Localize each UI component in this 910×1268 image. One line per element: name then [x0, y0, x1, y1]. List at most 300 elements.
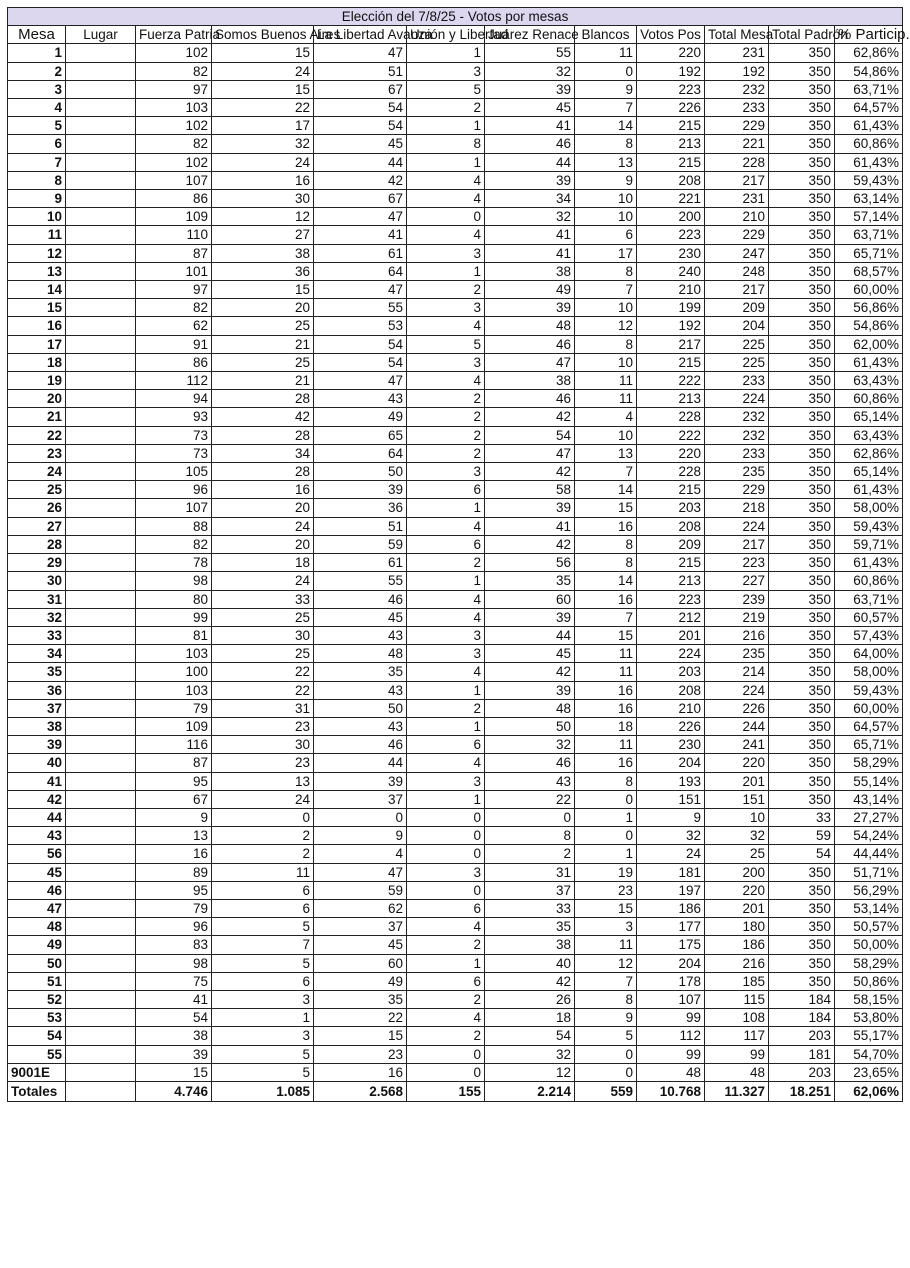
- cell-participacion[interactable]: 59,43%: [835, 681, 903, 699]
- cell-union-y-libertad[interactable]: 2: [407, 990, 485, 1008]
- header-blancos[interactable]: Blancos: [575, 26, 637, 44]
- cell-participacion[interactable]: 65,14%: [835, 408, 903, 426]
- cell-participacion[interactable]: 65,14%: [835, 463, 903, 481]
- cell-la-libertad-avanza[interactable]: 51: [314, 62, 407, 80]
- cell-blancos[interactable]: 6: [575, 226, 637, 244]
- cell-total-mesa[interactable]: 232: [705, 408, 769, 426]
- cell-total-mesa[interactable]: 221: [705, 135, 769, 153]
- cell-union-y-libertad[interactable]: 3: [407, 645, 485, 663]
- cell-union-y-libertad[interactable]: 4: [407, 663, 485, 681]
- cell-union-y-libertad[interactable]: 3: [407, 626, 485, 644]
- cell-fuerza-patria[interactable]: 87: [136, 754, 212, 772]
- cell-somos-buenos-aires[interactable]: 24: [212, 153, 314, 171]
- cell-juarez-renace[interactable]: 35: [485, 572, 575, 590]
- cell-lugar[interactable]: [66, 954, 136, 972]
- cell-mesa[interactable]: 42: [8, 790, 66, 808]
- cell-total-mesa[interactable]: 217: [705, 281, 769, 299]
- cell-union-y-libertad[interactable]: 3: [407, 299, 485, 317]
- cell-total-padron[interactable]: 350: [769, 426, 835, 444]
- cell-juarez-renace[interactable]: 39: [485, 608, 575, 626]
- cell-blancos[interactable]: 7: [575, 99, 637, 117]
- cell-union-y-libertad[interactable]: 1: [407, 153, 485, 171]
- cell-mesa[interactable]: 36: [8, 681, 66, 699]
- cell-fuerza-patria[interactable]: 82: [136, 299, 212, 317]
- cell-fuerza-patria[interactable]: 82: [136, 62, 212, 80]
- cell-total-padron[interactable]: 350: [769, 62, 835, 80]
- cell-votos-pos[interactable]: 213: [637, 572, 705, 590]
- cell-lugar[interactable]: [66, 190, 136, 208]
- cell-lugar[interactable]: [66, 99, 136, 117]
- cell-total-mesa[interactable]: 217: [705, 535, 769, 553]
- cell-participacion[interactable]: 58,00%: [835, 499, 903, 517]
- cell-total-mesa[interactable]: 192: [705, 62, 769, 80]
- cell-union-y-libertad[interactable]: 0: [407, 827, 485, 845]
- cell-mesa[interactable]: 33: [8, 626, 66, 644]
- cell-somos-buenos-aires[interactable]: 25: [212, 608, 314, 626]
- cell-la-libertad-avanza[interactable]: 15: [314, 1027, 407, 1045]
- cell-fuerza-patria[interactable]: 102: [136, 44, 212, 62]
- cell-total-padron[interactable]: 350: [769, 171, 835, 189]
- cell-union-y-libertad[interactable]: 2: [407, 99, 485, 117]
- cell-juarez-renace[interactable]: 42: [485, 663, 575, 681]
- cell-total-padron[interactable]: 350: [769, 135, 835, 153]
- cell-la-libertad-avanza[interactable]: 65: [314, 426, 407, 444]
- cell-la-libertad-avanza[interactable]: 46: [314, 736, 407, 754]
- cell-blancos[interactable]: 11: [575, 44, 637, 62]
- cell-participacion[interactable]: 60,86%: [835, 135, 903, 153]
- cell-juarez-renace[interactable]: 2: [485, 845, 575, 863]
- cell-blancos[interactable]: 12: [575, 317, 637, 335]
- cell-total-mesa[interactable]: 226: [705, 699, 769, 717]
- cell-total-padron[interactable]: 59: [769, 827, 835, 845]
- cell-mesa[interactable]: 40: [8, 754, 66, 772]
- cell-somos-buenos-aires[interactable]: 18: [212, 554, 314, 572]
- cell-blancos[interactable]: 10: [575, 299, 637, 317]
- cell-participacion[interactable]: 27,27%: [835, 808, 903, 826]
- cell-votos-pos[interactable]: 217: [637, 335, 705, 353]
- cell-lugar[interactable]: [66, 699, 136, 717]
- cell-lugar[interactable]: [66, 463, 136, 481]
- cell-lugar[interactable]: [66, 171, 136, 189]
- cell-participacion[interactable]: 65,71%: [835, 736, 903, 754]
- cell-union-y-libertad[interactable]: 5: [407, 80, 485, 98]
- cell-votos-pos[interactable]: 221: [637, 190, 705, 208]
- cell-total-mesa[interactable]: 25: [705, 845, 769, 863]
- cell-blancos[interactable]: 23: [575, 881, 637, 899]
- cell-fuerza-patria[interactable]: 102: [136, 153, 212, 171]
- cell-juarez-renace[interactable]: 34: [485, 190, 575, 208]
- cell-fuerza-patria[interactable]: 94: [136, 390, 212, 408]
- cell-fuerza-patria[interactable]: 82: [136, 535, 212, 553]
- cell-total-padron[interactable]: 350: [769, 772, 835, 790]
- cell-la-libertad-avanza[interactable]: 64: [314, 262, 407, 280]
- cell-blancos[interactable]: 17: [575, 244, 637, 262]
- cell-total-mesa[interactable]: 229: [705, 481, 769, 499]
- cell-somos-buenos-aires[interactable]: 5: [212, 954, 314, 972]
- cell-union-y-libertad[interactable]: 4: [407, 190, 485, 208]
- cell-union-y-libertad[interactable]: 4: [407, 317, 485, 335]
- cell-mesa[interactable]: 44: [8, 808, 66, 826]
- header-votos-pos[interactable]: Votos Pos: [637, 26, 705, 44]
- cell-participacion[interactable]: 62,86%: [835, 444, 903, 462]
- cell-total-mesa[interactable]: 227: [705, 572, 769, 590]
- cell-votos-pos[interactable]: 228: [637, 463, 705, 481]
- cell-fuerza-patria[interactable]: 101: [136, 262, 212, 280]
- cell-votos-pos[interactable]: 99: [637, 1009, 705, 1027]
- cell-somos-buenos-aires[interactable]: 30: [212, 736, 314, 754]
- cell-lugar[interactable]: [66, 62, 136, 80]
- cell-total-mesa[interactable]: 117: [705, 1027, 769, 1045]
- cell-participacion[interactable]: 57,14%: [835, 208, 903, 226]
- cell-total-mesa[interactable]: 228: [705, 153, 769, 171]
- cell-somos-buenos-aires[interactable]: 31: [212, 699, 314, 717]
- cell-mesa[interactable]: 9001E: [8, 1063, 66, 1081]
- cell-juarez-renace[interactable]: 32: [485, 736, 575, 754]
- cell-la-libertad-avanza[interactable]: 23: [314, 1045, 407, 1063]
- cell-votos-pos[interactable]: 151: [637, 790, 705, 808]
- cell-blancos[interactable]: 11: [575, 372, 637, 390]
- cell-union-y-libertad[interactable]: 6: [407, 481, 485, 499]
- cell-somos-buenos-aires[interactable]: 28: [212, 463, 314, 481]
- cell-juarez-renace[interactable]: 38: [485, 936, 575, 954]
- cell-votos-pos[interactable]: 32: [637, 827, 705, 845]
- cell-blancos[interactable]: 0: [575, 1045, 637, 1063]
- cell-fuerza-patria[interactable]: 54: [136, 1009, 212, 1027]
- cell-fuerza-patria[interactable]: 93: [136, 408, 212, 426]
- cell-la-libertad-avanza[interactable]: 67: [314, 80, 407, 98]
- cell-juarez-renace[interactable]: 38: [485, 372, 575, 390]
- cell-juarez-renace[interactable]: 58: [485, 481, 575, 499]
- cell-juarez-renace[interactable]: 55: [485, 44, 575, 62]
- cell-fuerza-patria[interactable]: 87: [136, 244, 212, 262]
- cell-fuerza-patria[interactable]: 97: [136, 80, 212, 98]
- cell-total-padron[interactable]: 350: [769, 153, 835, 171]
- cell-votos-pos[interactable]: 215: [637, 554, 705, 572]
- cell-total-padron[interactable]: 350: [769, 626, 835, 644]
- cell-juarez-renace[interactable]: 37: [485, 881, 575, 899]
- cell-la-libertad-avanza[interactable]: 45: [314, 608, 407, 626]
- cell-somos-buenos-aires[interactable]: 15: [212, 281, 314, 299]
- cell-juarez-renace[interactable]: 48: [485, 699, 575, 717]
- cell-mesa[interactable]: 21: [8, 408, 66, 426]
- cell-blancos[interactable]: 13: [575, 444, 637, 462]
- cell-participacion[interactable]: 60,00%: [835, 281, 903, 299]
- cell-somos-buenos-aires[interactable]: 20: [212, 535, 314, 553]
- cell-mesa[interactable]: 30: [8, 572, 66, 590]
- cell-total-padron[interactable]: 350: [769, 936, 835, 954]
- cell-participacion[interactable]: 50,86%: [835, 972, 903, 990]
- cell-union-y-libertad[interactable]: 6: [407, 535, 485, 553]
- cell-blancos[interactable]: 5: [575, 1027, 637, 1045]
- cell-mesa[interactable]: 5: [8, 117, 66, 135]
- cell-juarez-renace[interactable]: 43: [485, 772, 575, 790]
- cell-fuerza-patria[interactable]: 98: [136, 572, 212, 590]
- cell-somos-buenos-aires[interactable]: 13: [212, 772, 314, 790]
- cell-union-y-libertad[interactable]: 0: [407, 1045, 485, 1063]
- cell-total-padron[interactable]: 350: [769, 99, 835, 117]
- cell-total-padron[interactable]: 350: [769, 517, 835, 535]
- cell-participacion[interactable]: 59,43%: [835, 517, 903, 535]
- totals-juarez-renace[interactable]: 2.214: [485, 1081, 575, 1101]
- cell-votos-pos[interactable]: 186: [637, 899, 705, 917]
- cell-blancos[interactable]: 14: [575, 481, 637, 499]
- cell-la-libertad-avanza[interactable]: 59: [314, 535, 407, 553]
- cell-lugar[interactable]: [66, 899, 136, 917]
- cell-total-mesa[interactable]: 115: [705, 990, 769, 1008]
- cell-blancos[interactable]: 7: [575, 281, 637, 299]
- cell-union-y-libertad[interactable]: 3: [407, 244, 485, 262]
- cell-total-mesa[interactable]: 180: [705, 918, 769, 936]
- cell-la-libertad-avanza[interactable]: 37: [314, 918, 407, 936]
- header-total-padron[interactable]: Total Padrón: [769, 26, 835, 44]
- cell-la-libertad-avanza[interactable]: 43: [314, 681, 407, 699]
- cell-votos-pos[interactable]: 228: [637, 408, 705, 426]
- cell-blancos[interactable]: 11: [575, 663, 637, 681]
- cell-votos-pos[interactable]: 208: [637, 681, 705, 699]
- cell-blancos[interactable]: 8: [575, 990, 637, 1008]
- cell-lugar[interactable]: [66, 626, 136, 644]
- cell-mesa[interactable]: 19: [8, 372, 66, 390]
- cell-blancos[interactable]: 10: [575, 353, 637, 371]
- cell-mesa[interactable]: 4: [8, 99, 66, 117]
- cell-fuerza-patria[interactable]: 86: [136, 353, 212, 371]
- cell-total-mesa[interactable]: 235: [705, 463, 769, 481]
- cell-lugar[interactable]: [66, 754, 136, 772]
- cell-juarez-renace[interactable]: 32: [485, 208, 575, 226]
- cell-somos-buenos-aires[interactable]: 24: [212, 517, 314, 535]
- cell-la-libertad-avanza[interactable]: 37: [314, 790, 407, 808]
- cell-total-mesa[interactable]: 201: [705, 899, 769, 917]
- cell-union-y-libertad[interactable]: 6: [407, 736, 485, 754]
- totals-lugar[interactable]: [66, 1081, 136, 1101]
- cell-union-y-libertad[interactable]: 3: [407, 772, 485, 790]
- cell-blancos[interactable]: 9: [575, 171, 637, 189]
- cell-participacion[interactable]: 50,57%: [835, 918, 903, 936]
- cell-votos-pos[interactable]: 212: [637, 608, 705, 626]
- cell-total-padron[interactable]: 350: [769, 499, 835, 517]
- cell-votos-pos[interactable]: 230: [637, 244, 705, 262]
- cell-la-libertad-avanza[interactable]: 54: [314, 335, 407, 353]
- cell-mesa[interactable]: 35: [8, 663, 66, 681]
- cell-votos-pos[interactable]: 199: [637, 299, 705, 317]
- cell-juarez-renace[interactable]: 47: [485, 353, 575, 371]
- header-mesa[interactable]: Mesa: [8, 26, 66, 44]
- cell-total-padron[interactable]: 350: [769, 353, 835, 371]
- cell-total-padron[interactable]: 350: [769, 717, 835, 735]
- cell-somos-buenos-aires[interactable]: 16: [212, 171, 314, 189]
- cell-la-libertad-avanza[interactable]: 55: [314, 299, 407, 317]
- cell-la-libertad-avanza[interactable]: 62: [314, 899, 407, 917]
- cell-participacion[interactable]: 63,43%: [835, 426, 903, 444]
- cell-fuerza-patria[interactable]: 16: [136, 845, 212, 863]
- cell-participacion[interactable]: 63,14%: [835, 190, 903, 208]
- cell-votos-pos[interactable]: 107: [637, 990, 705, 1008]
- cell-fuerza-patria[interactable]: 97: [136, 281, 212, 299]
- cell-somos-buenos-aires[interactable]: 28: [212, 426, 314, 444]
- cell-participacion[interactable]: 68,57%: [835, 262, 903, 280]
- cell-mesa[interactable]: 43: [8, 827, 66, 845]
- cell-juarez-renace[interactable]: 0: [485, 808, 575, 826]
- cell-la-libertad-avanza[interactable]: 16: [314, 1063, 407, 1081]
- cell-lugar[interactable]: [66, 918, 136, 936]
- cell-fuerza-patria[interactable]: 79: [136, 899, 212, 917]
- cell-juarez-renace[interactable]: 45: [485, 99, 575, 117]
- cell-la-libertad-avanza[interactable]: 41: [314, 226, 407, 244]
- cell-votos-pos[interactable]: 208: [637, 171, 705, 189]
- cell-la-libertad-avanza[interactable]: 43: [314, 626, 407, 644]
- cell-votos-pos[interactable]: 193: [637, 772, 705, 790]
- cell-participacion[interactable]: 54,24%: [835, 827, 903, 845]
- header-lugar[interactable]: Lugar: [66, 26, 136, 44]
- cell-votos-pos[interactable]: 223: [637, 80, 705, 98]
- cell-votos-pos[interactable]: 223: [637, 590, 705, 608]
- cell-mesa[interactable]: 6: [8, 135, 66, 153]
- cell-participacion[interactable]: 55,14%: [835, 772, 903, 790]
- cell-juarez-renace[interactable]: 54: [485, 426, 575, 444]
- cell-votos-pos[interactable]: 197: [637, 881, 705, 899]
- cell-somos-buenos-aires[interactable]: 23: [212, 717, 314, 735]
- cell-participacion[interactable]: 61,43%: [835, 117, 903, 135]
- cell-somos-buenos-aires[interactable]: 27: [212, 226, 314, 244]
- cell-total-mesa[interactable]: 247: [705, 244, 769, 262]
- cell-la-libertad-avanza[interactable]: 45: [314, 936, 407, 954]
- cell-union-y-libertad[interactable]: 1: [407, 954, 485, 972]
- cell-participacion[interactable]: 61,43%: [835, 481, 903, 499]
- cell-fuerza-patria[interactable]: 116: [136, 736, 212, 754]
- cell-mesa[interactable]: 14: [8, 281, 66, 299]
- cell-total-mesa[interactable]: 209: [705, 299, 769, 317]
- cell-juarez-renace[interactable]: 60: [485, 590, 575, 608]
- cell-union-y-libertad[interactable]: 0: [407, 1063, 485, 1081]
- cell-total-mesa[interactable]: 232: [705, 426, 769, 444]
- cell-juarez-renace[interactable]: 22: [485, 790, 575, 808]
- cell-mesa[interactable]: 45: [8, 863, 66, 881]
- cell-fuerza-patria[interactable]: 39: [136, 1045, 212, 1063]
- cell-juarez-renace[interactable]: 42: [485, 463, 575, 481]
- cell-blancos[interactable]: 16: [575, 590, 637, 608]
- cell-juarez-renace[interactable]: 42: [485, 408, 575, 426]
- cell-blancos[interactable]: 14: [575, 117, 637, 135]
- cell-total-mesa[interactable]: 32: [705, 827, 769, 845]
- cell-blancos[interactable]: 16: [575, 681, 637, 699]
- cell-fuerza-patria[interactable]: 109: [136, 208, 212, 226]
- cell-blancos[interactable]: 18: [575, 717, 637, 735]
- cell-somos-buenos-aires[interactable]: 24: [212, 790, 314, 808]
- cell-somos-buenos-aires[interactable]: 34: [212, 444, 314, 462]
- cell-mesa[interactable]: 17: [8, 335, 66, 353]
- header-total-mesa[interactable]: Total Mesa: [705, 26, 769, 44]
- totals-votos-pos[interactable]: 10.768: [637, 1081, 705, 1101]
- cell-participacion[interactable]: 60,86%: [835, 572, 903, 590]
- cell-union-y-libertad[interactable]: 2: [407, 426, 485, 444]
- cell-lugar[interactable]: [66, 1063, 136, 1081]
- cell-lugar[interactable]: [66, 317, 136, 335]
- cell-total-mesa[interactable]: 224: [705, 390, 769, 408]
- cell-mesa[interactable]: 24: [8, 463, 66, 481]
- cell-total-padron[interactable]: 184: [769, 1009, 835, 1027]
- cell-fuerza-patria[interactable]: 100: [136, 663, 212, 681]
- cell-fuerza-patria[interactable]: 103: [136, 681, 212, 699]
- cell-la-libertad-avanza[interactable]: 54: [314, 99, 407, 117]
- cell-votos-pos[interactable]: 48: [637, 1063, 705, 1081]
- cell-total-padron[interactable]: 350: [769, 790, 835, 808]
- cell-juarez-renace[interactable]: 39: [485, 80, 575, 98]
- cell-lugar[interactable]: [66, 645, 136, 663]
- totals-participacion[interactable]: 62,06%: [835, 1081, 903, 1101]
- cell-total-mesa[interactable]: 235: [705, 645, 769, 663]
- cell-total-padron[interactable]: 350: [769, 117, 835, 135]
- cell-total-mesa[interactable]: 217: [705, 171, 769, 189]
- cell-votos-pos[interactable]: 201: [637, 626, 705, 644]
- cell-mesa[interactable]: 54: [8, 1027, 66, 1045]
- cell-fuerza-patria[interactable]: 67: [136, 790, 212, 808]
- cell-union-y-libertad[interactable]: 4: [407, 372, 485, 390]
- cell-mesa[interactable]: 27: [8, 517, 66, 535]
- cell-total-padron[interactable]: 350: [769, 918, 835, 936]
- cell-blancos[interactable]: 8: [575, 335, 637, 353]
- cell-mesa[interactable]: 50: [8, 954, 66, 972]
- cell-total-mesa[interactable]: 224: [705, 681, 769, 699]
- cell-lugar[interactable]: [66, 990, 136, 1008]
- cell-mesa[interactable]: 23: [8, 444, 66, 462]
- cell-union-y-libertad[interactable]: 1: [407, 262, 485, 280]
- cell-total-mesa[interactable]: 216: [705, 954, 769, 972]
- cell-somos-buenos-aires[interactable]: 30: [212, 190, 314, 208]
- cell-la-libertad-avanza[interactable]: 50: [314, 463, 407, 481]
- cell-blancos[interactable]: 0: [575, 62, 637, 80]
- cell-total-padron[interactable]: 350: [769, 80, 835, 98]
- cell-total-mesa[interactable]: 241: [705, 736, 769, 754]
- cell-lugar[interactable]: [66, 827, 136, 845]
- cell-mesa[interactable]: 31: [8, 590, 66, 608]
- cell-participacion[interactable]: 61,43%: [835, 153, 903, 171]
- cell-fuerza-patria[interactable]: 15: [136, 1063, 212, 1081]
- cell-union-y-libertad[interactable]: 2: [407, 936, 485, 954]
- cell-lugar[interactable]: [66, 535, 136, 553]
- cell-blancos[interactable]: 7: [575, 608, 637, 626]
- cell-lugar[interactable]: [66, 80, 136, 98]
- cell-juarez-renace[interactable]: 45: [485, 645, 575, 663]
- cell-total-padron[interactable]: 350: [769, 754, 835, 772]
- cell-juarez-renace[interactable]: 42: [485, 535, 575, 553]
- cell-union-y-libertad[interactable]: 4: [407, 517, 485, 535]
- cell-fuerza-patria[interactable]: 103: [136, 99, 212, 117]
- cell-participacion[interactable]: 64,57%: [835, 99, 903, 117]
- cell-total-mesa[interactable]: 99: [705, 1045, 769, 1063]
- cell-participacion[interactable]: 64,00%: [835, 645, 903, 663]
- cell-total-mesa[interactable]: 233: [705, 99, 769, 117]
- cell-union-y-libertad[interactable]: 2: [407, 699, 485, 717]
- cell-total-mesa[interactable]: 204: [705, 317, 769, 335]
- cell-lugar[interactable]: [66, 226, 136, 244]
- cell-lugar[interactable]: [66, 262, 136, 280]
- cell-union-y-libertad[interactable]: 1: [407, 499, 485, 517]
- cell-la-libertad-avanza[interactable]: 47: [314, 863, 407, 881]
- cell-votos-pos[interactable]: 9: [637, 808, 705, 826]
- header-union-y-libertad[interactable]: Unión y Libertad: [407, 26, 485, 44]
- cell-total-mesa[interactable]: 210: [705, 208, 769, 226]
- cell-total-padron[interactable]: 184: [769, 990, 835, 1008]
- cell-participacion[interactable]: 54,70%: [835, 1045, 903, 1063]
- cell-blancos[interactable]: 16: [575, 699, 637, 717]
- cell-somos-buenos-aires[interactable]: 5: [212, 1045, 314, 1063]
- cell-fuerza-patria[interactable]: 110: [136, 226, 212, 244]
- cell-juarez-renace[interactable]: 41: [485, 226, 575, 244]
- cell-juarez-renace[interactable]: 38: [485, 262, 575, 280]
- cell-total-mesa[interactable]: 224: [705, 517, 769, 535]
- cell-blancos[interactable]: 0: [575, 827, 637, 845]
- cell-mesa[interactable]: 13: [8, 262, 66, 280]
